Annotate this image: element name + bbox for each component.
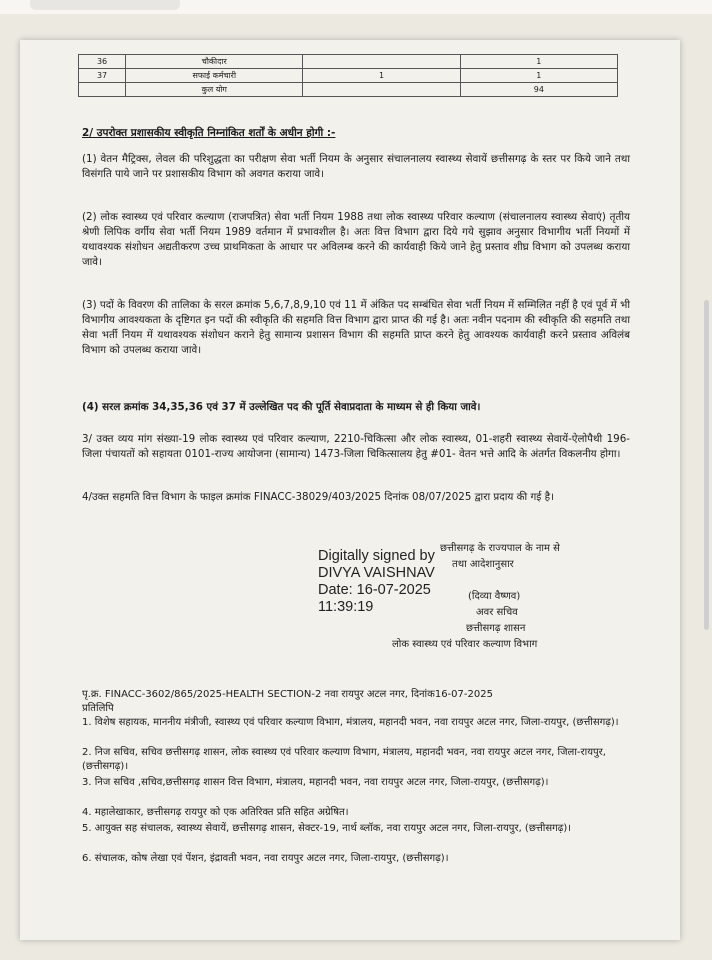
department-name: लोक स्वास्थ्य एवं परिवार कल्याण विभाग [392, 639, 538, 650]
signatory-designation: अवर सचिव [476, 607, 518, 618]
paragraph-2: (2) लोक स्वास्थ्य एवं परिवार कल्याण (राजपत्रित) सेवा भर्ती नियम 1988 तथा लोक स्वास्थ्य परिवार कल्याण (संचालनालय स्वास्थ्य सेवाएं) तृतीय श्रेणी लिपिक वर्गीय सेवा भर्ती नियम 1989 वर्तमान में प्रभावशील है। अतः वित्त विभाग द्वारा दिये गये सुझाव अनुसार विभागीय भर्ती नियमों में यथावश्यक संशोधन अद्यतीकरण उच्च प्राथमिकता के आधार पर अविलम्ब करने की कार्यवाही किये जाने हेतु प्रस्ताव शीघ्र विभाग को उपलब्ध कराया जावे। [82, 211, 630, 268]
copy-item-2: 2. निज सचिव, सचिव छत्तीसगढ़ शासन, लोक स्वास्थ्य एवं परिवार कल्याण विभाग, मंत्रालय, महानदी भवन, नवा रायपुर अटल नगर, जिला-रायपुर, (छत्तीसगढ़)। [82, 747, 606, 773]
governor-order-line: छत्तीसगढ़ के राज्यपाल के नाम से [440, 543, 560, 554]
table-cell-b: 94 [460, 83, 617, 97]
copy-label: प्रतिलिपि [82, 703, 114, 714]
government-name: छत्तीसगढ़ शासन [466, 623, 526, 634]
signature-name: DIVYA VAISHNAV [318, 565, 435, 581]
signature-date: Date: 16-07-2025 [318, 582, 431, 598]
copy-item-4: 4. महालेखाकार, छत्तीसगढ़ रायपुर को एक अतिरिक्त प्रति सहित अग्रेषित। [82, 807, 349, 818]
signatory-name: (दिव्या वैष्णव) [468, 591, 521, 602]
table-cell-post: कुल योग [126, 83, 303, 97]
table-cell-a [303, 55, 460, 69]
table-cell-b: 1 [460, 69, 617, 83]
table-cell-b: 1 [460, 55, 617, 69]
conditions-heading: 2/ उपरोक्त प्रशासकीय स्वीकृति निम्नांकित शर्तों के अधीन होगी :- [82, 127, 336, 139]
table-cell-post: सफाई कर्मचारी [126, 69, 303, 83]
digital-signature [318, 548, 435, 616]
table-cell-sno: 36 [79, 55, 126, 69]
table-row [79, 69, 618, 83]
table-cell-sno [79, 83, 126, 97]
table-cell-a [303, 83, 460, 97]
scrollbar[interactable] [704, 300, 709, 630]
document-page [20, 40, 680, 940]
copy-item-1: 1. विशेष सहायक, माननीय मंत्रीजी, स्वास्थ्य एवं परिवार कल्याण विभाग, मंत्रालय, महानदी भवन, नवा रायपुर अटल नगर, जिला-रायपुर, (छत्तीसगढ़)। [82, 717, 619, 728]
table-row-total [79, 83, 618, 97]
paragraph-3: (3) पदों के विवरण की तालिका के सरल क्रमांक 5,6,7,8,9,10 एवं 11 में अंकित पद सम्बंधित सेवा भर्ती नियम में सम्मिलित नहीं है एवं पूर्व में भी विभागीय आवश्यकता के दृष्टिगत इन पदों की स्वीकृति की सहमति वित्त विभाग द्वारा प्राप्त की गई है। अतः नवीन पदनाम की स्वीकृति की सहमति तथा सेवा भर्ती नियम में यथावश्यक संशोधन कराने हेतु सामान्य प्रशासन विभाग की सहमति प्राप्त करने हेतु आवश्यक कार्यवाही करने प्रस्ताव अविलंब विभाग को उपलब्ध कराया जावे। [82, 299, 630, 356]
copy-item-6: 6. संचालक, कोष लेखा एवं पेंशन, इंद्रावती भवन, नवा रायपुर अटल नगर, जिला-रायपुर, (छत्तीसगढ़)। [82, 853, 449, 864]
table-cell-a: 1 [303, 69, 460, 83]
paragraph-consent: 4/उक्त सहमति वित्त विभाग के फाइल क्रमांक FINACC-38029/403/2025 दिनांक 08/07/2025 द्वारा प्रदाय की गई है। [82, 491, 554, 503]
paragraph-4: (4) सरल क्रमांक 34,35,36 एवं 37 में उल्लेखित पद की पूर्ति सेवाप्रदाता के माध्यम से ही किया जावे। [82, 401, 481, 413]
endorsement-ref: पृ.क्र. FINACC-3602/865/2025-HEALTH SECTION-2 नवा रायपुर अटल नगर, दिनांक16-07-2025 [82, 689, 493, 700]
copy-item-3: 3. निज सचिव ,सचिव,छत्तीसगढ़ शासन वित्त विभाग, मंत्रालय, महानदी भवन, नवा रायपुर अटल नगर, जिला-रायपुर, (छत्तीसगढ़)। [82, 777, 549, 788]
paragraph-budget: 3/ उक्त व्यय मांग संख्या-19 लोक स्वास्थ्य एवं परिवार कल्याण, 2210-चिकित्सा और लोक स्वास्थ्य, 01-शहरी स्वास्थ्य सेवायें-ऐलोपैथी 196-जिला पंचायतों को सहायता 0101-राज्य आयोजना (सामान्य) 1473-जिला चिकित्सालय हेतु #01- वेतन भत्ते आदि के अंतर्गत विकलनीय होगा। [82, 433, 630, 460]
top-bar [0, 0, 712, 14]
table-cell-sno: 37 [79, 69, 126, 83]
signature-time: 11:39:19 [318, 599, 374, 615]
copy-item-5: 5. आयुक्त सह संचालक, स्वास्थ्य सेवायें, छत्तीसगढ़ शासन, सेक्टर-19, नार्थ ब्लॉक, नवा रायपुर अटल नगर, जिला-रायपुर, (छत्तीसगढ़)। [82, 823, 572, 834]
order-line: तथा आदेशानुसार [452, 559, 514, 570]
tab-placeholder [30, 0, 180, 10]
table-row [79, 55, 618, 69]
table-cell-post: चौकीदार [126, 55, 303, 69]
signature-line: Digitally signed by [318, 548, 435, 564]
posts-table [78, 54, 618, 97]
paragraph-1: (1) वेतन मैट्रिक्स, लेवल की परिशुद्धता का परीक्षण सेवा भर्ती नियम के अनुसार संचालनालय स्वास्थ्य सेवायें छत्तीसगढ़ के स्तर पर किये जाने तथा विसंगति पाये जाने पर प्रशासकीय विभाग को अवगत कराया जावे। [82, 153, 630, 180]
